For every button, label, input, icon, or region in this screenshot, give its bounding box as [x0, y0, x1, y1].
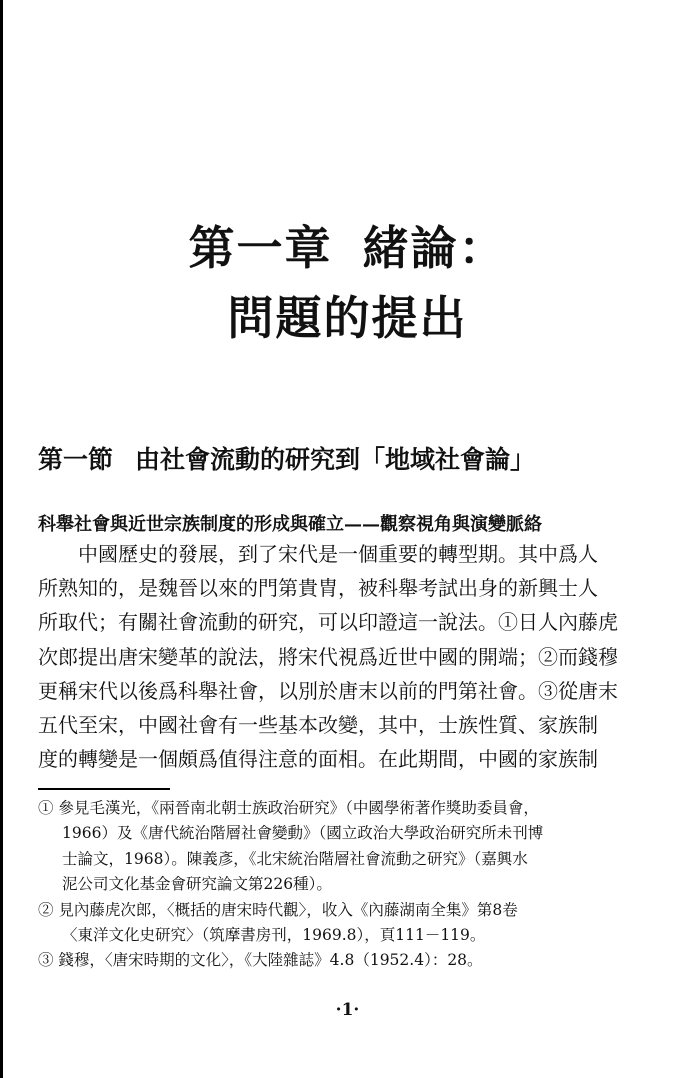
chapter-name: 緒論：: [362, 221, 507, 275]
footnote-divider: [38, 788, 170, 790]
footnote-2: ② 見內藤虎次郎，〈概括的唐宋時代觀〉，收入《內藤湖南全集》第8卷: [38, 900, 518, 919]
chapter-title: [0, 212, 695, 278]
section-number: 第一節: [38, 445, 114, 474]
body-paragraph: [38, 537, 658, 776]
footnote-1-cont: 士論文，1968）。陳義彥，《北宋統治階層社會流動之研究》（嘉興水: [62, 849, 528, 868]
chapter-subtitle: 問題的提出: [227, 291, 468, 345]
footnote-1-cont: 泥公司文化基金會研究論文第226種）。: [62, 875, 332, 894]
footnote-1: ① 參見毛漢光，《兩晉南北朝士族政治研究》（中國學術著作獎助委員會，: [38, 799, 539, 817]
section-heading: [38, 440, 535, 476]
body-line: 所熟知的，是魏晉以來的門第貴胄，被科舉考試出身的新興士人: [38, 576, 598, 601]
body-line: 所取代；有關社會流動的研究，可以印證這一說法。①日人內藤虎: [38, 610, 618, 635]
body-line: 次郎提出唐宋變革的說法，將宋代視爲近世中國的開端；②而錢穆: [38, 644, 618, 669]
body-line: 五代至宋，中國社會有一些基本改變，其中，士族性質、家族制: [38, 712, 598, 737]
footnote-2-cont: 〈東洋文化史研究〉（筑摩書房刊，1969.8），頁111－119。: [62, 925, 486, 944]
footnotes: [38, 796, 668, 974]
page-left-border: [0, 0, 3, 1078]
subheading: 科舉社會與近世宗族制度的形成與確立——觀察視角與演變脈絡: [38, 514, 542, 535]
body-line: 度的轉變是一個頗爲值得注意的面相。在此期間，中國的家族制: [38, 747, 598, 772]
body-line: 中國歷史的發展，到了宋代是一個重要的轉型期。其中爲人: [78, 542, 598, 566]
chapter-number: 第一章: [188, 221, 333, 275]
body-line: 更稱宋代以後爲科舉社會，以別於唐末以前的門第社會。③從唐末: [38, 678, 618, 703]
footnote-1-cont: 1966）及《唐代統治階層社會變動》（國立政治大學政治研究所未刊博: [62, 824, 544, 843]
section-title: 由社會流動的研究到「地域社會論」: [135, 445, 536, 474]
page-number: ·1·: [335, 1000, 360, 1020]
footnote-3: ③ 錢穆，〈唐宋時期的文化〉，《大陸雜誌》4.8（1952.4）：28。: [38, 951, 483, 970]
